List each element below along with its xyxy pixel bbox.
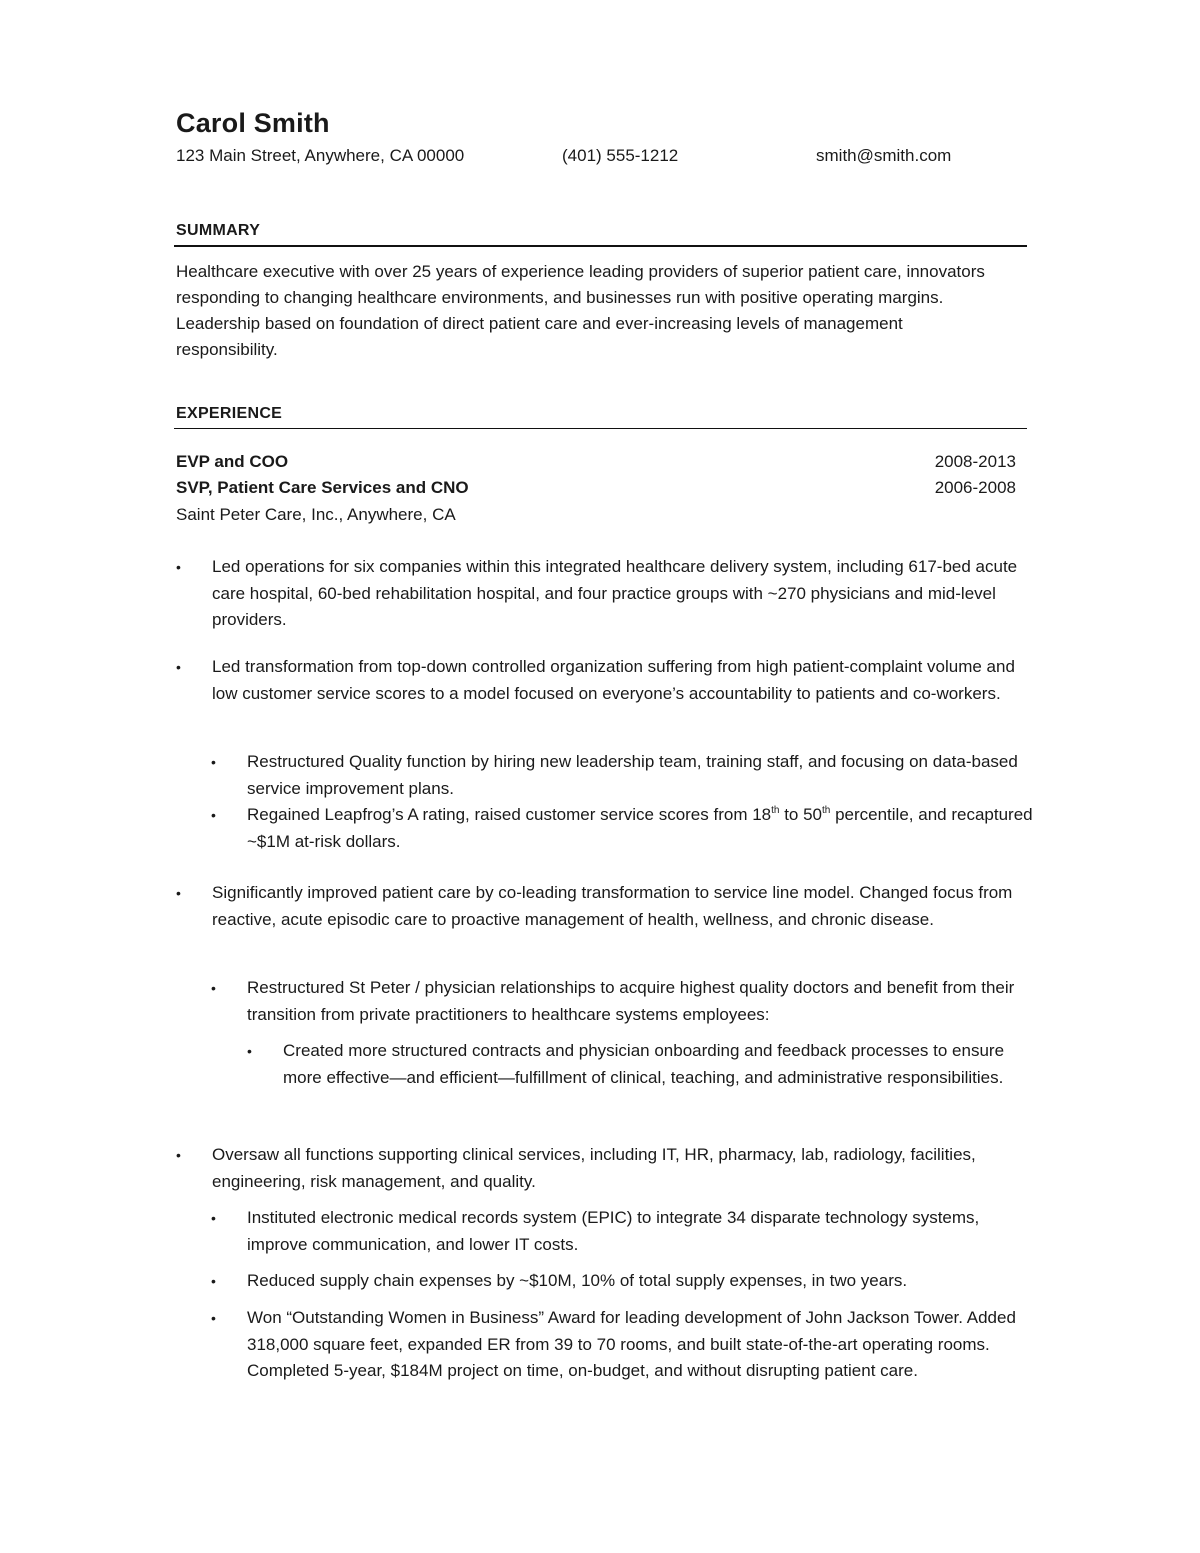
bullet-icon: • [211,1210,216,1226]
summary-text: Healthcare executive with over 25 years of experience leading providers of superior patient care, innovators responding to changing healthcare environments, and businesses run with positive operating margins. Leadership based on foundation of direct patient care and ever-increasing levels of management responsibility. [176,262,985,359]
sub-bullet-item [211,1205,1037,1258]
bullet-icon: • [211,1310,216,1326]
bullet-item [176,654,1028,707]
organization: Saint Peter Care, Inc., Anywhere, CA [176,505,456,524]
bullet-icon: • [176,659,181,675]
bullet-icon: • [211,980,216,996]
bullet-text: Instituted electronic medical records system (EPIC) to integrate 34 disparate technology systems, improve communication, and lower IT costs. [247,1208,980,1254]
sub-bullet-item [211,1268,1037,1295]
role-title: SVP, Patient Care Services and CNO [176,478,469,497]
bullet-item [176,1142,1028,1195]
contact-line [176,146,1027,170]
bullet-text: Significantly improved patient care by co-leading transformation to service line model. Changed focus from reactive, acute episodic care to proactive management of health, wellness, and chronic disease. [212,883,1013,929]
sub-bullet-item [211,1305,1037,1385]
experience-heading: EXPERIENCE [176,405,283,422]
bullet-text: Restructured St Peter / physician relationships to acquire highest quality doctors and benefit from their transition from private practitioners to healthcare systems employees: [247,978,1015,1024]
sub-bullet-item [211,802,1037,855]
bullet-text: Led operations for six companies within this integrated healthcare delivery system, including 617-bed acute care hospital, 60-bed rehabilitation hospital, and four practice groups with ~270 physicians and mid-level providers. [212,557,1018,629]
bullet-text: Won “Outstanding Women in Business” Award for leading development of John Jackson Tower. Added 318,000 square feet, expanded ER from 39 to 70 rooms, and built state-of-the-art operating rooms. Completed 5-year, $184M project on time, on-budget, and without disrupting patient care. [247,1308,1016,1380]
bullet-icon: • [247,1043,252,1059]
role-dates: 2006-2008 [934,478,1016,497]
sub-bullet-item [211,749,1037,802]
sub-sub-bullet-item [247,1038,1023,1091]
bullet-icon: • [176,559,181,575]
bullet-text: Oversaw all functions supporting clinical services, including IT, HR, pharmacy, lab, radiology, facilities, engineering, risk management, and quality. [212,1145,976,1191]
bullet-icon: • [176,885,181,901]
bullet-text: Restructured Quality function by hiring new leadership team, training staff, and focusing on data-based service improvement plans. [247,752,1018,798]
role-evp [176,452,1016,476]
bullet-text: Created more structured contracts and physician onboarding and feedback processes to ensure more effective—and efficient—fulfillment of clinical, teaching, and administrative responsibilities. [283,1041,1005,1087]
bullet-text: Reduced supply chain expenses by ~$10M, 10% of total supply expenses, in two years. [247,1271,908,1290]
bullet-icon: • [211,1273,216,1289]
candidate-name: Carol Smith [176,108,330,138]
experience-divider [174,428,1027,429]
bullet-icon: • [211,807,216,823]
role-title: EVP and COO [176,452,289,471]
role-dates: 2008-2013 [934,452,1016,471]
bullet-text: Regained Leapfrog’s A rating, raised customer service scores from 18th to 50th percentile, and recaptured ~$1M at-risk dollars. [247,805,1033,851]
email: smith@smith.com [816,146,952,165]
summary-divider [174,245,1027,247]
summary-heading: SUMMARY [176,222,261,239]
role-svp [176,478,1016,502]
bullet-item [176,554,1028,634]
address: 123 Main Street, Anywhere, CA 00000 [176,146,465,165]
bullet-icon: • [176,1147,181,1163]
phone: (401) 555-1212 [562,146,679,165]
bullet-text: Led transformation from top-down controlled organization suffering from high patient-complaint volume and low customer service scores to a model focused on everyone’s accountability to patients and co-workers. [212,657,1015,703]
sub-bullet-item [211,975,1037,1028]
bullet-icon: • [211,754,216,770]
bullet-item [176,880,1028,933]
